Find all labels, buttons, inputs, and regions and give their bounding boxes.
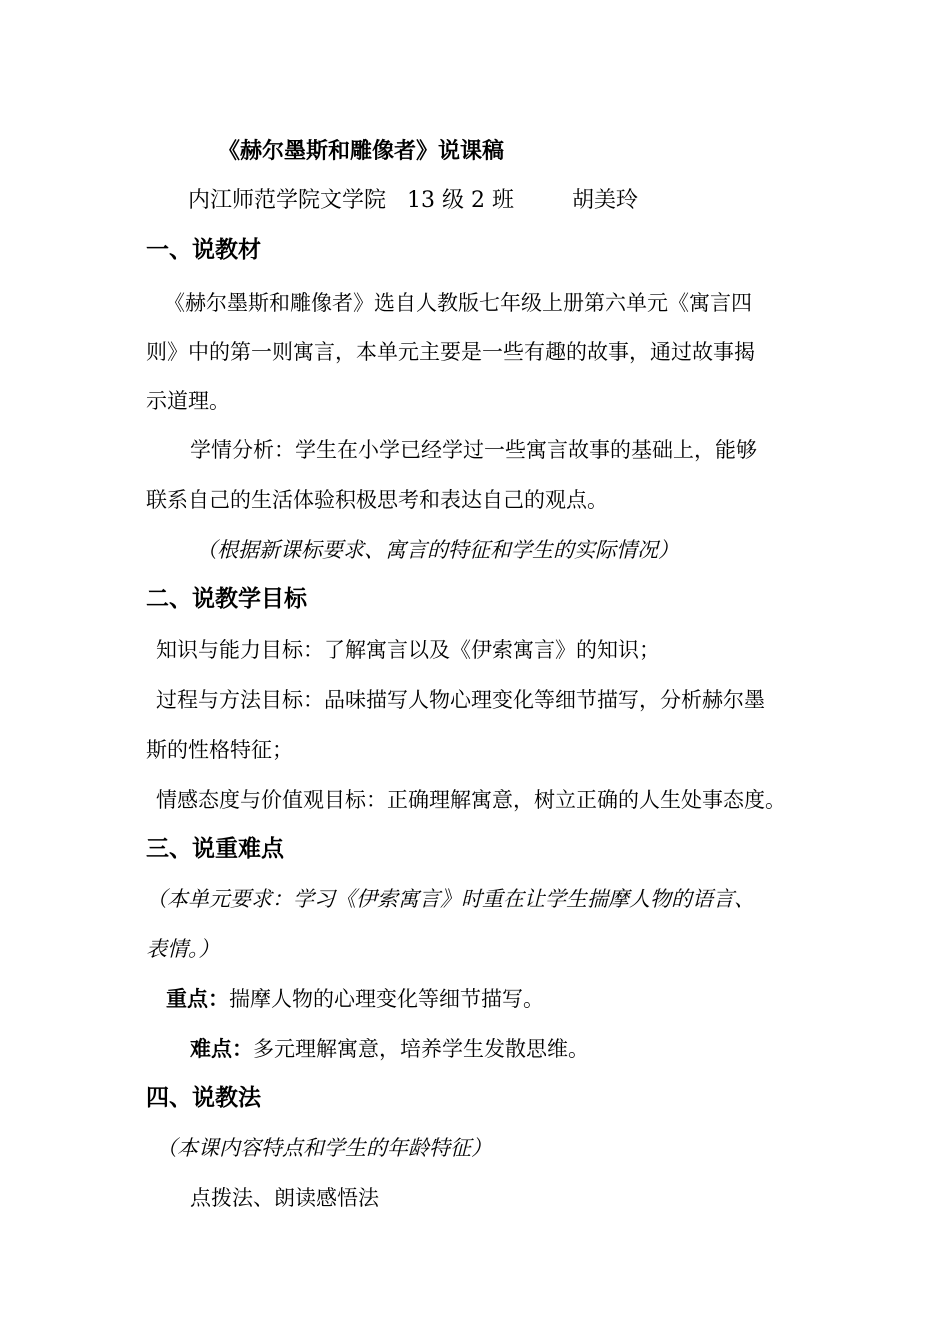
- paragraph-line: 则》中的第一则寓言，本单元主要是一些有趣的故事，通过故事揭: [146, 340, 755, 364]
- key-point-label: 重点：: [166, 986, 229, 1011]
- section-heading-3: 三、说重难点: [146, 835, 284, 862]
- goal-process-continued: 斯的性格特征；: [146, 738, 293, 762]
- section-note: （本单元要求：学习《伊索寓言》时重在让学生揣摩人物的语言、: [146, 887, 755, 911]
- author-line: [188, 186, 638, 216]
- difficulty-point: [190, 1034, 589, 1064]
- section-note: （本课内容特点和学生的年龄特征）: [156, 1136, 492, 1160]
- goal-knowledge: 知识与能力目标：了解寓言以及《伊索寓言》的知识；: [156, 638, 660, 662]
- key-point: [166, 984, 544, 1014]
- author-school: 内江师范学院文学院: [188, 188, 387, 213]
- paragraph-line: 《赫尔墨斯和雕像者》选自人教版七年级上册第六单元《寓言四: [164, 291, 752, 315]
- difficulty-text: 多元理解寓意，培养学生发散思维。: [253, 1037, 589, 1061]
- teaching-methods: 点拨法、朗读感悟法: [190, 1186, 379, 1210]
- section-heading-4: 四、说教法: [146, 1084, 261, 1111]
- author-class: 13 级 2 班: [407, 188, 514, 213]
- section-note: （根据新课标要求、寓言的特征和学生的实际情况）: [196, 538, 679, 562]
- paragraph-line: 示道理。: [146, 389, 230, 413]
- author-name: 胡美玲: [572, 188, 639, 213]
- paragraph-line: 联系自己的生活体验积极思考和表达自己的观点。: [146, 488, 608, 512]
- section-heading-1: 一、说教材: [146, 236, 261, 263]
- document-title: 《赫尔墨斯和雕像者》说课稿: [218, 138, 505, 164]
- goal-emotion: 情感态度与价值观目标：正确理解寓意，树立正确的人生处事态度。: [156, 788, 786, 812]
- key-point-text: 揣摩人物的心理变化等细节描写。: [229, 987, 544, 1011]
- paragraph-line: 学情分析：学生在小学已经学过一些寓言故事的基础上，能够: [190, 438, 757, 462]
- section-heading-2: 二、说教学目标: [146, 585, 307, 612]
- section-note: 表情。）: [146, 937, 220, 961]
- difficulty-label: 难点：: [190, 1036, 253, 1061]
- goal-process: 过程与方法目标：品味描写人物心理变化等细节描写，分析赫尔墨: [156, 688, 765, 712]
